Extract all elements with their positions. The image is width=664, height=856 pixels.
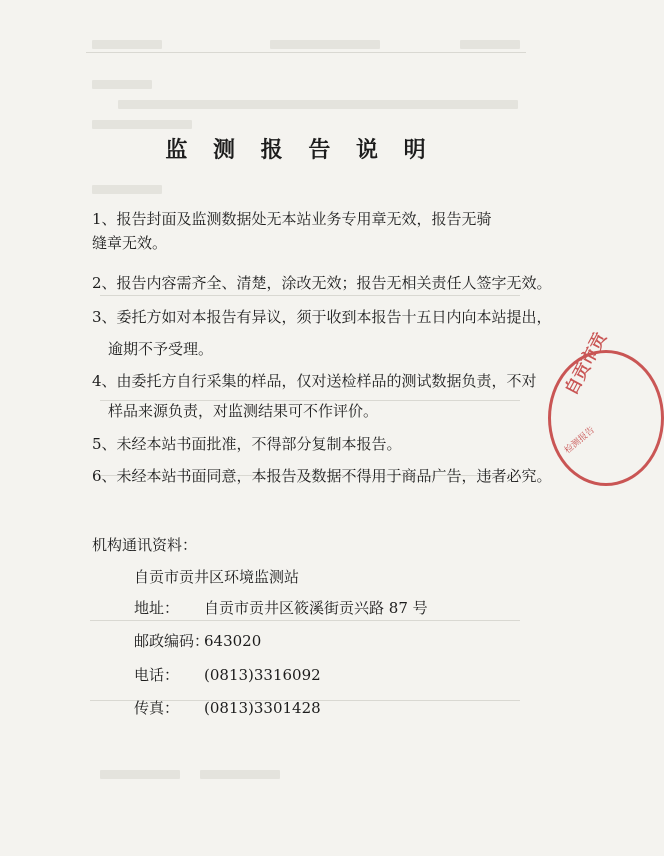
seal-text: 自贡市贡 <box>561 329 611 399</box>
postcode-label: 邮政编码： <box>134 632 210 650</box>
note-4-line: 4、由委托方自行采集的样品，仅对送检样品的测试数据负责，不对 <box>92 372 537 390</box>
fax-label: 传真： <box>134 699 180 717</box>
official-seal <box>548 329 664 486</box>
note-2-line: 2、报告内容需齐全、清楚，涂改无效；报告无相关责任人签字无效。 <box>92 274 552 292</box>
address-label: 地址： <box>134 599 180 617</box>
phone-row <box>134 664 321 685</box>
address-value: 自贡市贡井区筱溪街贡兴路 87 号 <box>204 599 428 617</box>
postcode-row <box>134 630 261 651</box>
note-1-line: 1、报告封面及监测数据处无本站业务专用章无效，报告无骑 <box>92 210 492 228</box>
note-item-3 <box>92 306 552 360</box>
note-4-continuation: 样品来源负责，对监测结果可不作评价。 <box>108 402 379 420</box>
note-1-continuation: 缝章无效。 <box>92 234 168 252</box>
postcode-value: 643020 <box>204 632 262 650</box>
note-item-2 <box>92 272 552 294</box>
note-item-5 <box>92 433 402 455</box>
note-5-line: 5、未经本站书面批准，不得部分复制本报告。 <box>92 435 402 453</box>
note-3-continuation: 逾期不予受理。 <box>108 340 214 358</box>
note-6-line: 6、未经本站书面同意，本报告及数据不得用于商品广告，违者必究。 <box>92 467 552 485</box>
phone-value: (0813)3316092 <box>204 666 321 684</box>
page-title: 监 测 报 告 说 明 <box>165 138 435 163</box>
organization-name: 自贡市贡井区环境监测站 <box>134 568 300 586</box>
note-item-4 <box>92 370 537 422</box>
fax-row <box>134 697 321 718</box>
seal-subtext: 检测报告 <box>562 425 597 457</box>
fax-value: (0813)3301428 <box>204 699 321 717</box>
phone-label: 电话： <box>134 666 180 684</box>
contact-heading: 机构通讯资料： <box>92 536 198 554</box>
note-3-line: 3、委托方如对本报告有异议，须于收到本报告十五日内向本站提出， <box>92 308 552 326</box>
address-row <box>134 597 428 618</box>
note-item-6 <box>92 465 552 487</box>
note-item-1 <box>92 208 492 254</box>
